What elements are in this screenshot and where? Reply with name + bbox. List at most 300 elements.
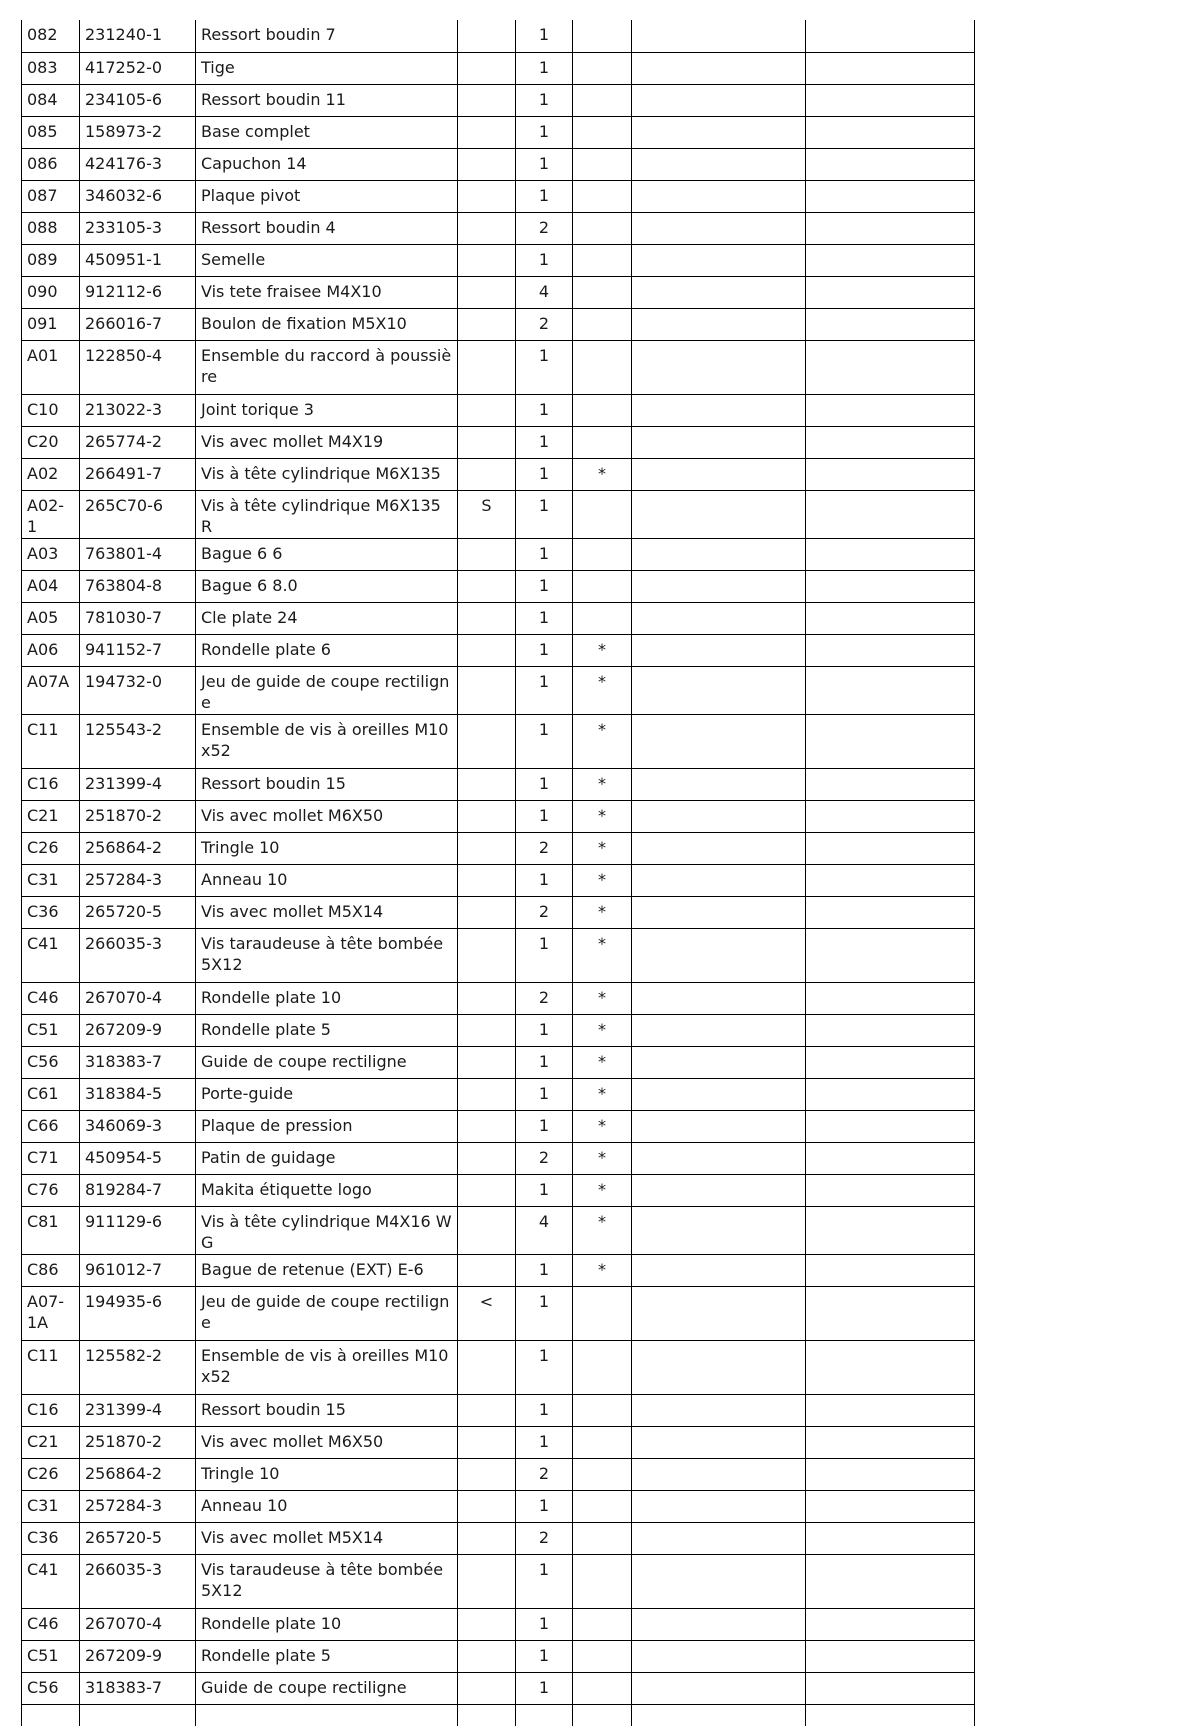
part-number-cell: 231399-4 [80, 1394, 196, 1426]
quantity-cell: 2 [516, 308, 573, 340]
table-row [22, 666, 975, 714]
ref-number-cell: 090 [22, 276, 80, 308]
quantity-cell: 1 [516, 1426, 573, 1458]
table-row [22, 308, 975, 340]
blank-cell [806, 602, 975, 634]
blank-cell [632, 1110, 806, 1142]
quantity-cell: 1 [516, 1672, 573, 1704]
part-number-cell: 267209-9 [80, 1014, 196, 1046]
blank-cell [632, 180, 806, 212]
quantity-cell: 1 [516, 394, 573, 426]
blank-cell [806, 538, 975, 570]
note-cell [458, 1522, 516, 1554]
blank-cell [632, 212, 806, 244]
table-row [22, 1394, 975, 1426]
ref-number-cell: 083 [22, 52, 80, 84]
description-cell: Vis taraudeuse à tête bombée 5X12 [196, 1554, 458, 1608]
quantity-cell: 1 [516, 864, 573, 896]
part-number-cell: 234105-6 [80, 84, 196, 116]
blank-cell [806, 928, 975, 982]
mark-cell: * [573, 1142, 632, 1174]
part-number-cell: 231399-4 [80, 768, 196, 800]
table-row [22, 1142, 975, 1174]
part-number-cell: 318383-7 [80, 1672, 196, 1704]
quantity-cell: 1 [516, 1490, 573, 1522]
part-number-cell: 122850-4 [80, 340, 196, 394]
note-cell [458, 1014, 516, 1046]
note-cell [458, 20, 516, 52]
description-cell: Vis avec mollet M5X14 [196, 1522, 458, 1554]
blank-cell [806, 1640, 975, 1672]
note-cell [458, 212, 516, 244]
table-row [22, 52, 975, 84]
quantity-cell: 2 [516, 212, 573, 244]
table-row [22, 1046, 975, 1078]
part-number-cell: 450951-1 [80, 244, 196, 276]
table-row [22, 180, 975, 212]
table-row [22, 244, 975, 276]
blank-cell [632, 1046, 806, 1078]
table-row [22, 1078, 975, 1110]
mark-cell: * [573, 1110, 632, 1142]
description-cell: Tringle 10 [196, 832, 458, 864]
note-cell [458, 928, 516, 982]
blank-cell [632, 394, 806, 426]
table-row [22, 896, 975, 928]
blank-cell [632, 1608, 806, 1640]
description-cell: Anneau 10 [196, 864, 458, 896]
blank-cell [632, 602, 806, 634]
blank-cell [806, 458, 975, 490]
quantity-cell: 1 [516, 714, 573, 768]
quantity-cell: 2 [516, 832, 573, 864]
blank-cell [632, 116, 806, 148]
note-cell [458, 1174, 516, 1206]
quantity-cell: 1 [516, 148, 573, 180]
blank-cell [516, 1704, 573, 1726]
note-cell [458, 426, 516, 458]
blank-cell [806, 1142, 975, 1174]
ref-number-cell: C16 [22, 768, 80, 800]
blank-cell [573, 1704, 632, 1726]
mark-cell: * [573, 896, 632, 928]
quantity-cell: 1 [516, 1608, 573, 1640]
blank-cell [632, 426, 806, 458]
description-cell: Rondelle plate 10 [196, 982, 458, 1014]
note-cell [458, 116, 516, 148]
table-row [22, 276, 975, 308]
ref-number-cell: C66 [22, 1110, 80, 1142]
mark-cell [573, 394, 632, 426]
blank-cell [806, 1704, 975, 1726]
part-number-cell: 265774-2 [80, 426, 196, 458]
mark-cell [573, 244, 632, 276]
note-cell [458, 896, 516, 928]
part-number-cell: 763804-8 [80, 570, 196, 602]
blank-cell [806, 714, 975, 768]
quantity-cell: 1 [516, 1286, 573, 1340]
description-cell: Jeu de guide de coupe rectiligne [196, 666, 458, 714]
part-number-cell: 158973-2 [80, 116, 196, 148]
blank-cell [806, 308, 975, 340]
mark-cell: * [573, 1206, 632, 1254]
table-row [22, 84, 975, 116]
blank-cell [806, 394, 975, 426]
ref-number-cell: 089 [22, 244, 80, 276]
mark-cell [573, 1458, 632, 1490]
table-row [22, 394, 975, 426]
note-cell [458, 768, 516, 800]
table-row [22, 20, 975, 52]
blank-cell [806, 212, 975, 244]
part-number-cell: 194935-6 [80, 1286, 196, 1340]
description-cell: Ensemble du raccord à poussière [196, 340, 458, 394]
quantity-cell: 1 [516, 244, 573, 276]
part-number-cell: 125582-2 [80, 1340, 196, 1394]
note-cell [458, 864, 516, 896]
quantity-cell: 1 [516, 928, 573, 982]
mark-cell [573, 1554, 632, 1608]
description-cell: Rondelle plate 5 [196, 1014, 458, 1046]
blank-cell [806, 84, 975, 116]
quantity-cell: 1 [516, 340, 573, 394]
ref-number-cell: 082 [22, 20, 80, 52]
quantity-cell: 1 [516, 426, 573, 458]
ref-number-cell: C21 [22, 1426, 80, 1458]
blank-cell [806, 1078, 975, 1110]
ref-number-cell: A04 [22, 570, 80, 602]
quantity-cell: 1 [516, 570, 573, 602]
blank-cell [632, 1142, 806, 1174]
quantity-cell: 1 [516, 1046, 573, 1078]
part-number-cell: 266035-3 [80, 928, 196, 982]
quantity-cell: 1 [516, 1254, 573, 1286]
part-number-cell: 763801-4 [80, 538, 196, 570]
quantity-cell: 2 [516, 982, 573, 1014]
part-number-cell: 819284-7 [80, 1174, 196, 1206]
quantity-cell: 1 [516, 84, 573, 116]
quantity-cell: 1 [516, 1014, 573, 1046]
mark-cell [573, 538, 632, 570]
blank-cell [632, 458, 806, 490]
ref-number-cell: C36 [22, 1522, 80, 1554]
part-number-cell: 265C70-6 [80, 490, 196, 538]
mark-cell [573, 1522, 632, 1554]
part-number-cell: 318384-5 [80, 1078, 196, 1110]
table-row [22, 212, 975, 244]
table-row [22, 1640, 975, 1672]
note-cell [458, 714, 516, 768]
part-number-cell: 781030-7 [80, 602, 196, 634]
note-cell [458, 1340, 516, 1394]
table-row [22, 1458, 975, 1490]
description-cell: Ressort boudin 11 [196, 84, 458, 116]
blank-cell [806, 634, 975, 666]
blank-cell [632, 1078, 806, 1110]
ref-number-cell: C76 [22, 1174, 80, 1206]
table-row [22, 1554, 975, 1608]
table-row [22, 634, 975, 666]
ref-number-cell: C86 [22, 1254, 80, 1286]
quantity-cell: 4 [516, 1206, 573, 1254]
note-cell [458, 982, 516, 1014]
mark-cell [573, 1426, 632, 1458]
table-row [22, 1426, 975, 1458]
quantity-cell: 1 [516, 768, 573, 800]
mark-cell: * [573, 928, 632, 982]
note-cell [458, 1206, 516, 1254]
description-cell: Semelle [196, 244, 458, 276]
description-cell: Ensemble de vis à oreilles M10x52 [196, 1340, 458, 1394]
blank-cell [806, 1394, 975, 1426]
quantity-cell: 1 [516, 490, 573, 538]
blank-cell [22, 1704, 80, 1726]
mark-cell [573, 1672, 632, 1704]
mark-cell [573, 602, 632, 634]
quantity-cell: 1 [516, 20, 573, 52]
blank-cell [806, 864, 975, 896]
ref-number-cell: C31 [22, 864, 80, 896]
description-cell: Rondelle plate 10 [196, 1608, 458, 1640]
blank-cell [806, 1426, 975, 1458]
part-number-cell: 194732-0 [80, 666, 196, 714]
ref-number-cell: C61 [22, 1078, 80, 1110]
note-cell: < [458, 1286, 516, 1340]
blank-cell [806, 1522, 975, 1554]
note-cell [458, 52, 516, 84]
mark-cell [573, 1394, 632, 1426]
quantity-cell: 4 [516, 276, 573, 308]
ref-number-cell: C26 [22, 1458, 80, 1490]
blank-cell [806, 666, 975, 714]
blank-cell [632, 1340, 806, 1394]
note-cell [458, 570, 516, 602]
quantity-cell: 2 [516, 896, 573, 928]
note-cell [458, 1672, 516, 1704]
table-row [22, 340, 975, 394]
ref-number-cell: C36 [22, 896, 80, 928]
mark-cell [573, 570, 632, 602]
quantity-cell: 1 [516, 1340, 573, 1394]
quantity-cell: 1 [516, 666, 573, 714]
note-cell [458, 1078, 516, 1110]
description-cell: Makita étiquette logo [196, 1174, 458, 1206]
quantity-cell: 2 [516, 1522, 573, 1554]
blank-cell [458, 1704, 516, 1726]
ref-number-cell: A03 [22, 538, 80, 570]
blank-cell [632, 308, 806, 340]
mark-cell: * [573, 982, 632, 1014]
blank-cell [632, 1286, 806, 1340]
table-row [22, 116, 975, 148]
description-cell: Guide de coupe rectiligne [196, 1046, 458, 1078]
quantity-cell: 1 [516, 1110, 573, 1142]
part-number-cell: 941152-7 [80, 634, 196, 666]
blank-cell [806, 896, 975, 928]
mark-cell [573, 1340, 632, 1394]
description-cell: Guide de coupe rectiligne [196, 1672, 458, 1704]
table-row [22, 800, 975, 832]
mark-cell [573, 20, 632, 52]
mark-cell [573, 276, 632, 308]
table-row [22, 570, 975, 602]
table-row [22, 1174, 975, 1206]
blank-cell [80, 1704, 196, 1726]
table-row [22, 602, 975, 634]
description-cell: Vis avec mollet M6X50 [196, 800, 458, 832]
blank-cell [806, 340, 975, 394]
ref-number-cell: 088 [22, 212, 80, 244]
table-row [22, 1206, 975, 1254]
quantity-cell: 1 [516, 180, 573, 212]
ref-number-cell: C31 [22, 1490, 80, 1522]
part-number-cell: 424176-3 [80, 148, 196, 180]
description-cell: Vis à tête cylindrique M6X135 [196, 458, 458, 490]
note-cell [458, 1394, 516, 1426]
description-cell: Boulon de fixation M5X10 [196, 308, 458, 340]
blank-cell [632, 276, 806, 308]
ref-number-cell: C10 [22, 394, 80, 426]
ref-number-cell: 086 [22, 148, 80, 180]
table-row [22, 490, 975, 538]
ref-number-cell: C56 [22, 1672, 80, 1704]
blank-cell [632, 714, 806, 768]
blank-cell [806, 116, 975, 148]
ref-number-cell: C56 [22, 1046, 80, 1078]
description-cell: Vis à tête cylindrique M6X135 R [196, 490, 458, 538]
ref-number-cell: C41 [22, 1554, 80, 1608]
description-cell: Vis avec mollet M6X50 [196, 1426, 458, 1458]
blank-cell [632, 1458, 806, 1490]
part-number-cell: 318383-7 [80, 1046, 196, 1078]
part-number-cell: 450954-5 [80, 1142, 196, 1174]
note-cell [458, 1426, 516, 1458]
ref-number-cell: 085 [22, 116, 80, 148]
blank-cell [806, 1554, 975, 1608]
blank-cell [632, 1174, 806, 1206]
description-cell: Patin de guidage [196, 1142, 458, 1174]
quantity-cell: 1 [516, 116, 573, 148]
note-cell [458, 308, 516, 340]
part-number-cell: 256864-2 [80, 1458, 196, 1490]
mark-cell: * [573, 832, 632, 864]
description-cell: Ressort boudin 4 [196, 212, 458, 244]
description-cell: Bague 6 8.0 [196, 570, 458, 602]
description-cell: Vis avec mollet M4X19 [196, 426, 458, 458]
description-cell: Plaque de pression [196, 1110, 458, 1142]
description-cell: Ressort boudin 7 [196, 20, 458, 52]
ref-number-cell: A01 [22, 340, 80, 394]
mark-cell [573, 1640, 632, 1672]
mark-cell [573, 180, 632, 212]
mark-cell [573, 84, 632, 116]
mark-cell: * [573, 1254, 632, 1286]
ref-number-cell: A07-1A [22, 1286, 80, 1340]
ref-number-cell: C71 [22, 1142, 80, 1174]
mark-cell: * [573, 800, 632, 832]
table-row [22, 1286, 975, 1340]
part-number-cell: 266491-7 [80, 458, 196, 490]
blank-cell [806, 426, 975, 458]
blank-cell [632, 768, 806, 800]
table-row [22, 982, 975, 1014]
blank-cell [806, 276, 975, 308]
note-cell [458, 538, 516, 570]
quantity-cell: 1 [516, 634, 573, 666]
quantity-cell: 1 [516, 1078, 573, 1110]
blank-cell [632, 896, 806, 928]
ref-number-cell: 084 [22, 84, 80, 116]
table-row [22, 458, 975, 490]
mark-cell: * [573, 714, 632, 768]
part-number-cell: 265720-5 [80, 1522, 196, 1554]
description-cell: Capuchon 14 [196, 148, 458, 180]
mark-cell [573, 426, 632, 458]
blank-cell [806, 1014, 975, 1046]
mark-cell: * [573, 1046, 632, 1078]
note-cell [458, 1046, 516, 1078]
blank-cell [632, 148, 806, 180]
description-cell: Ensemble de vis à oreilles M10x52 [196, 714, 458, 768]
part-number-cell: 266035-3 [80, 1554, 196, 1608]
blank-cell [632, 1522, 806, 1554]
ref-number-cell: C26 [22, 832, 80, 864]
description-cell: Bague 6 6 [196, 538, 458, 570]
note-cell: S [458, 490, 516, 538]
blank-cell [806, 1608, 975, 1640]
note-cell [458, 666, 516, 714]
table-row [22, 148, 975, 180]
table-row [22, 768, 975, 800]
note-cell [458, 1554, 516, 1608]
part-number-cell: 912112-6 [80, 276, 196, 308]
note-cell [458, 394, 516, 426]
blank-cell [632, 982, 806, 1014]
ref-number-cell: C46 [22, 982, 80, 1014]
table-row [22, 1110, 975, 1142]
quantity-cell: 2 [516, 1142, 573, 1174]
description-cell: Vis taraudeuse à tête bombée 5X12 [196, 928, 458, 982]
blank-cell [806, 1490, 975, 1522]
part-number-cell: 267070-4 [80, 1608, 196, 1640]
note-cell [458, 634, 516, 666]
part-number-cell: 251870-2 [80, 1426, 196, 1458]
table-row [22, 1672, 975, 1704]
blank-cell [632, 666, 806, 714]
blank-cell [632, 570, 806, 602]
mark-cell [573, 1286, 632, 1340]
mark-cell: * [573, 666, 632, 714]
part-number-cell: 257284-3 [80, 864, 196, 896]
quantity-cell: 1 [516, 538, 573, 570]
note-cell [458, 1458, 516, 1490]
blank-cell [806, 982, 975, 1014]
ref-number-cell: C20 [22, 426, 80, 458]
blank-cell [806, 1254, 975, 1286]
blank-cell [196, 1704, 458, 1726]
blank-cell [806, 1672, 975, 1704]
part-number-cell: 233105-3 [80, 212, 196, 244]
blank-cell [806, 1110, 975, 1142]
blank-cell [806, 1046, 975, 1078]
ref-number-cell: C21 [22, 800, 80, 832]
mark-cell: * [573, 864, 632, 896]
ref-number-cell: A05 [22, 602, 80, 634]
ref-number-cell: C16 [22, 1394, 80, 1426]
blank-cell [632, 800, 806, 832]
blank-cell [632, 340, 806, 394]
mark-cell [573, 340, 632, 394]
